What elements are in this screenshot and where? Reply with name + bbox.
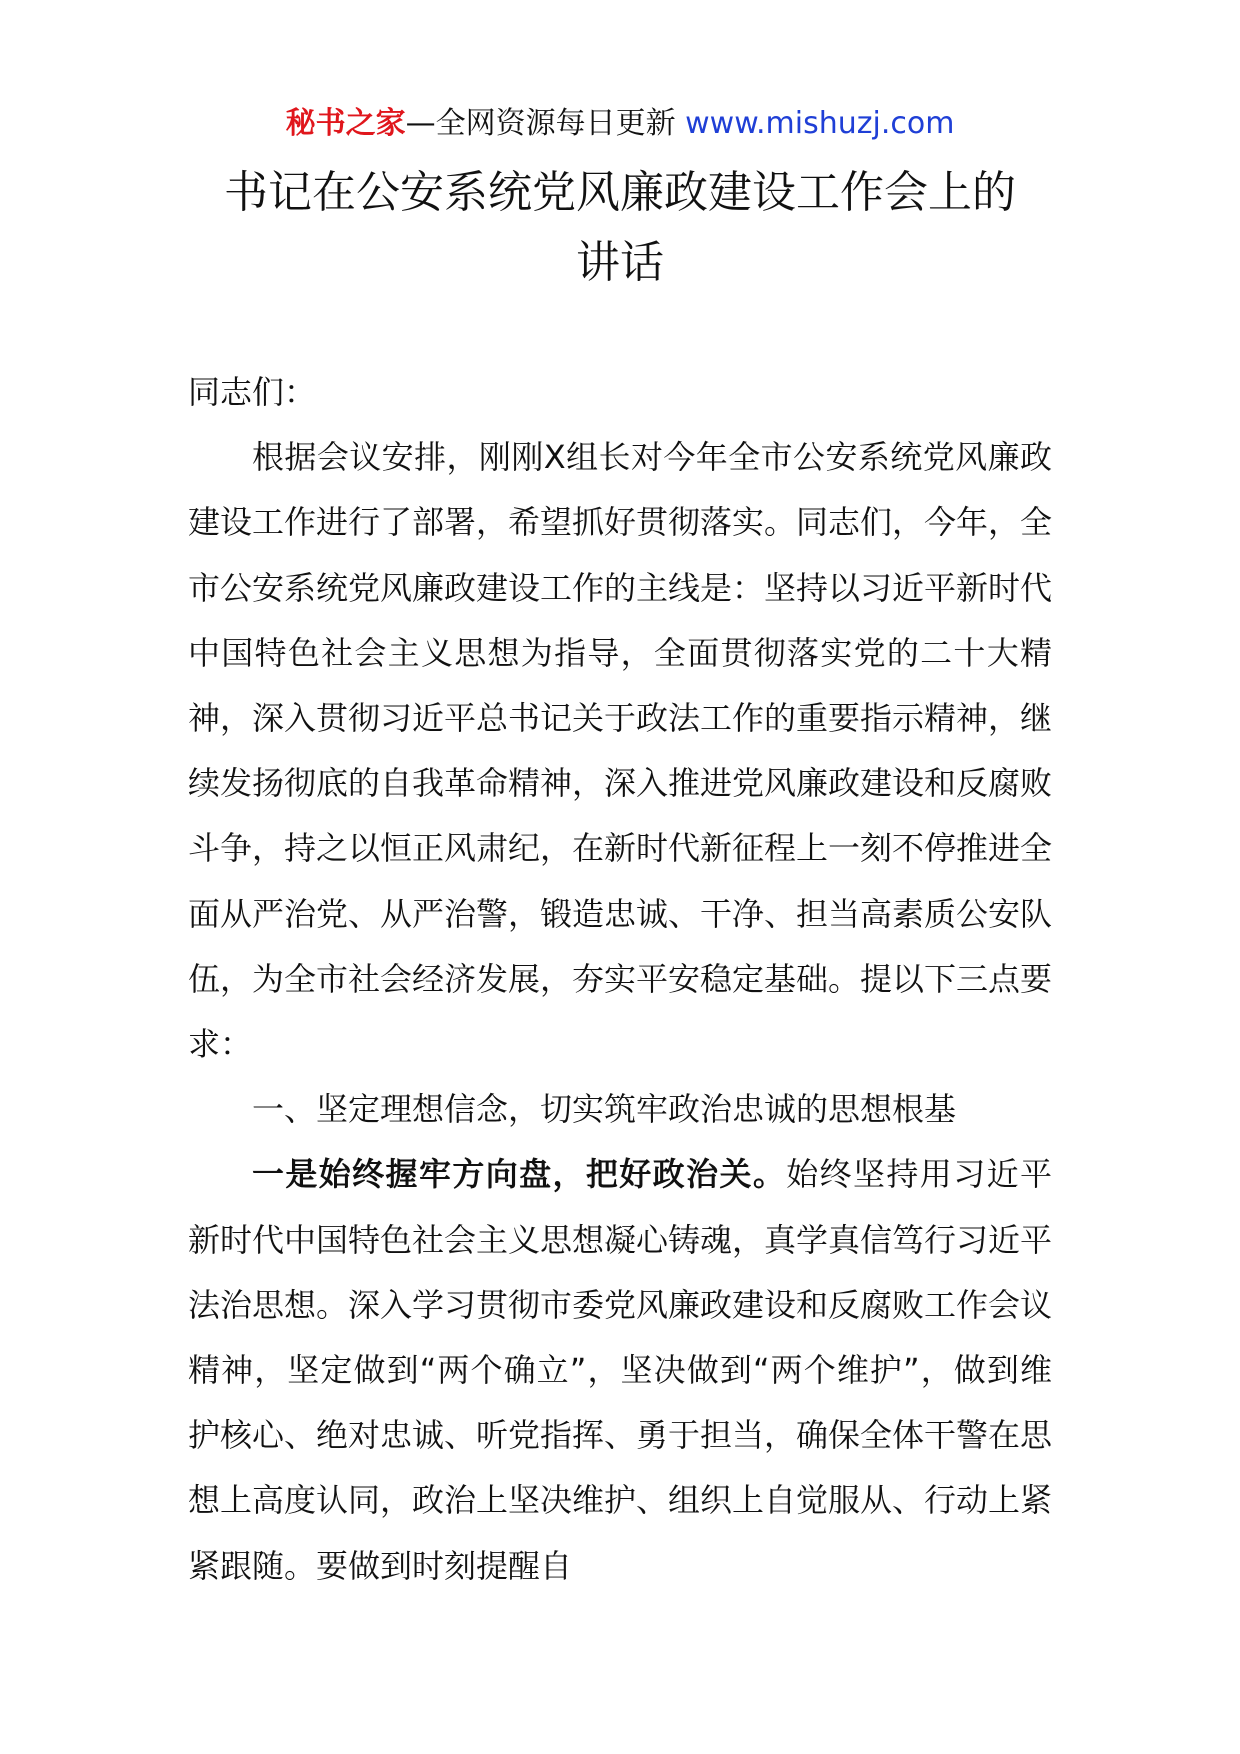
title-line-1: 书记在公安系统党风廉政建设工作会上的: [224, 167, 1016, 218]
section-heading-1: 一、坚定理想信念，切实筑牢政治忠诚的思想根基: [252, 1090, 957, 1129]
paragraph-item-1: [188, 1142, 1052, 1598]
document-title: [180, 158, 1060, 298]
item-1-lead: 一是始终握牢方向盘，把好政治关。: [252, 1155, 787, 1194]
paragraph-intro: 根据会议安排，刚刚X组长对今年全市公安系统党风廉政建设工作进行了部署，希望抓好贯彻落实。同志们，今年，全市公安系统党风廉政建设工作的主线是：坚持以习近平新时代中国特色社会主义思想为指导，全面贯彻落实党的二十大精神，深入贯彻习近平总书记关于政法工作的重要指示精神，继续发扬彻底的自我革命精神，深入推进党风廉政建设和反腐败斗争，持之以恒正风肃纪，在新时代新征程上一刻不停推进全面从严治党、从严治警，锻造忠诚、干净、担当高素质公安队伍，为全市社会经济发展，夯实平安稳定基础。提以下三点要求：: [188, 438, 1053, 1064]
document-body: [188, 360, 1052, 1599]
header-tagline: —全网资源每日更新: [405, 106, 686, 141]
salutation: 同志们：: [188, 373, 317, 411]
title-line-2: 讲话: [576, 237, 664, 288]
item-1-text: 始终坚持用习近平新时代中国特色社会主义思想凝心铸魂，真学真信笃行习近平法治思想。深入学习贯彻市委党风廉政建设和反腐败工作会议精神，坚定做到“两个确立”，坚决做到“两个维护”，做到维护核心、绝对忠诚、听党指挥、勇于担当，确保全体干警在思想上高度认同，政治上坚决维护、组织上自觉服从、行动上紧紧跟随。要做到时刻提醒自: [188, 1155, 1053, 1585]
brand-name: 秘书之家: [285, 106, 406, 141]
site-header: [0, 98, 1240, 150]
site-url[interactable]: www.mishuzj.com: [685, 106, 955, 141]
